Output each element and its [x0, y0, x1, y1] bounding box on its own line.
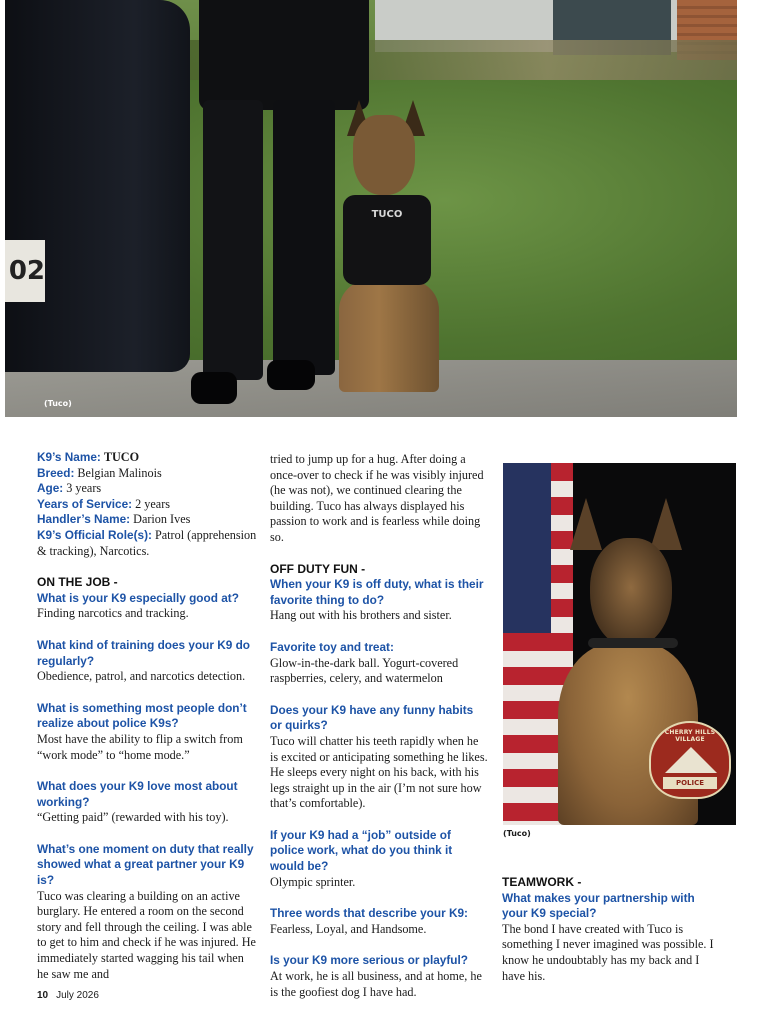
question: Three words that describe your K9: [270, 906, 468, 921]
badge-arc-text: CHERRY HILLS VILLAGE [664, 729, 716, 743]
police-badge-logo [649, 721, 731, 799]
answer: Olympic sprinter. [270, 874, 356, 889]
page-footer [37, 990, 99, 1001]
page-number: 10 [37, 990, 49, 1001]
issue-date: July 2026 [56, 990, 99, 1001]
profile-age: Age: 3 years [37, 481, 102, 496]
police-car-front [5, 0, 190, 372]
profile-breed: Breed: Belgian Malinois [37, 465, 162, 480]
question: What is your K9 especially good at? [37, 590, 239, 605]
question: What makes your partnership with your K9 special? [502, 890, 695, 921]
profile-service: Years of Service: 2 years [37, 496, 170, 511]
hero-caption: (Tuco) [44, 399, 72, 408]
column-right [502, 875, 722, 984]
answer: Tuco was clearing a building on an active burglary. He entered a room on the second story and fell through the ceiling. I was able to get to him and check if he was injured. He immediately started wagging his tail when he saw me and [37, 888, 256, 981]
hero-photo [5, 0, 737, 417]
badge-word: POLICE [663, 777, 717, 789]
answer-continued: tried to jump up for a hug. After doing a once-over to check if he was visibly injured (he was not), we continued clearing the building. Tuco has always displayed his passion to work and is fearless while doing so. [270, 452, 484, 544]
k9-portrait-photo [503, 463, 736, 825]
portrait-caption: (Tuco) [503, 829, 531, 838]
column-left [37, 450, 257, 982]
section-heading-off-duty: OFF DUTY FUN - [270, 561, 366, 576]
section-heading-on-the-job: ON THE JOB - [37, 575, 118, 590]
question: What is something most people don’t realize about police K9s? [37, 700, 247, 731]
question: Favorite toy and treat: [270, 639, 394, 654]
answer: Glow-in-the-dark ball. Yogurt-covered raspberries, celery, and watermelon [270, 655, 459, 686]
question: When your K9 is off duty, what is their favorite thing to do? [270, 577, 484, 607]
badge-mountain-icon [665, 747, 717, 773]
question: What kind of training does your K9 do regularly? [37, 637, 251, 668]
question: If your K9 had a “job” outside of police work, what do you think it would be? [270, 827, 453, 874]
column-middle [270, 452, 488, 1000]
answer: The bond I have created with Tuco is something I never imagined was possible. I know he undoubtably has my back and I have his. [502, 921, 714, 983]
question: What does your K9 love most about working? [37, 779, 238, 809]
answer: At work, he is all business, and at home, he is the goofiest dog I have had. [270, 969, 482, 999]
question: Is your K9 more serious or playful? [270, 953, 468, 968]
question: Does your K9 have any funny habits or quirks? [270, 702, 474, 733]
license-plate: 02 [5, 240, 45, 302]
answer: Tuco will chatter his teeth rapidly when he is excited or anticipating something he likes. He sleeps every night on his back, with his legs straight up in the air (I’m not sure how that’s comfortable). [270, 733, 488, 811]
answer: Finding narcotics and tracking. [37, 606, 189, 621]
dog-vest: TUCO [343, 195, 431, 285]
profile-name: K9’s Name: TUCO [37, 450, 140, 464]
answer: Most have the ability to flip a switch from “work mode” to “home mode.” [37, 731, 243, 762]
profile-handler: Handler’s Name: Darion Ives [37, 512, 191, 527]
profile-role: K9’s Official Role(s): Patrol (apprehension & tracking), Narcotics. [37, 527, 257, 558]
section-heading-teamwork: TEAMWORK - [502, 875, 582, 889]
answer: Hang out with his brothers and sister. [270, 608, 452, 623]
answer: Obedience, patrol, and narcotics detection. [37, 669, 246, 684]
answer: “Getting paid” (rewarded with his toy). [37, 810, 229, 825]
question: What’s one moment on duty that really showed what a great partner your K9 is? [37, 841, 254, 888]
k9-dog-figure [325, 100, 440, 400]
answer: Fearless, Loyal, and Handsome. [270, 921, 427, 936]
